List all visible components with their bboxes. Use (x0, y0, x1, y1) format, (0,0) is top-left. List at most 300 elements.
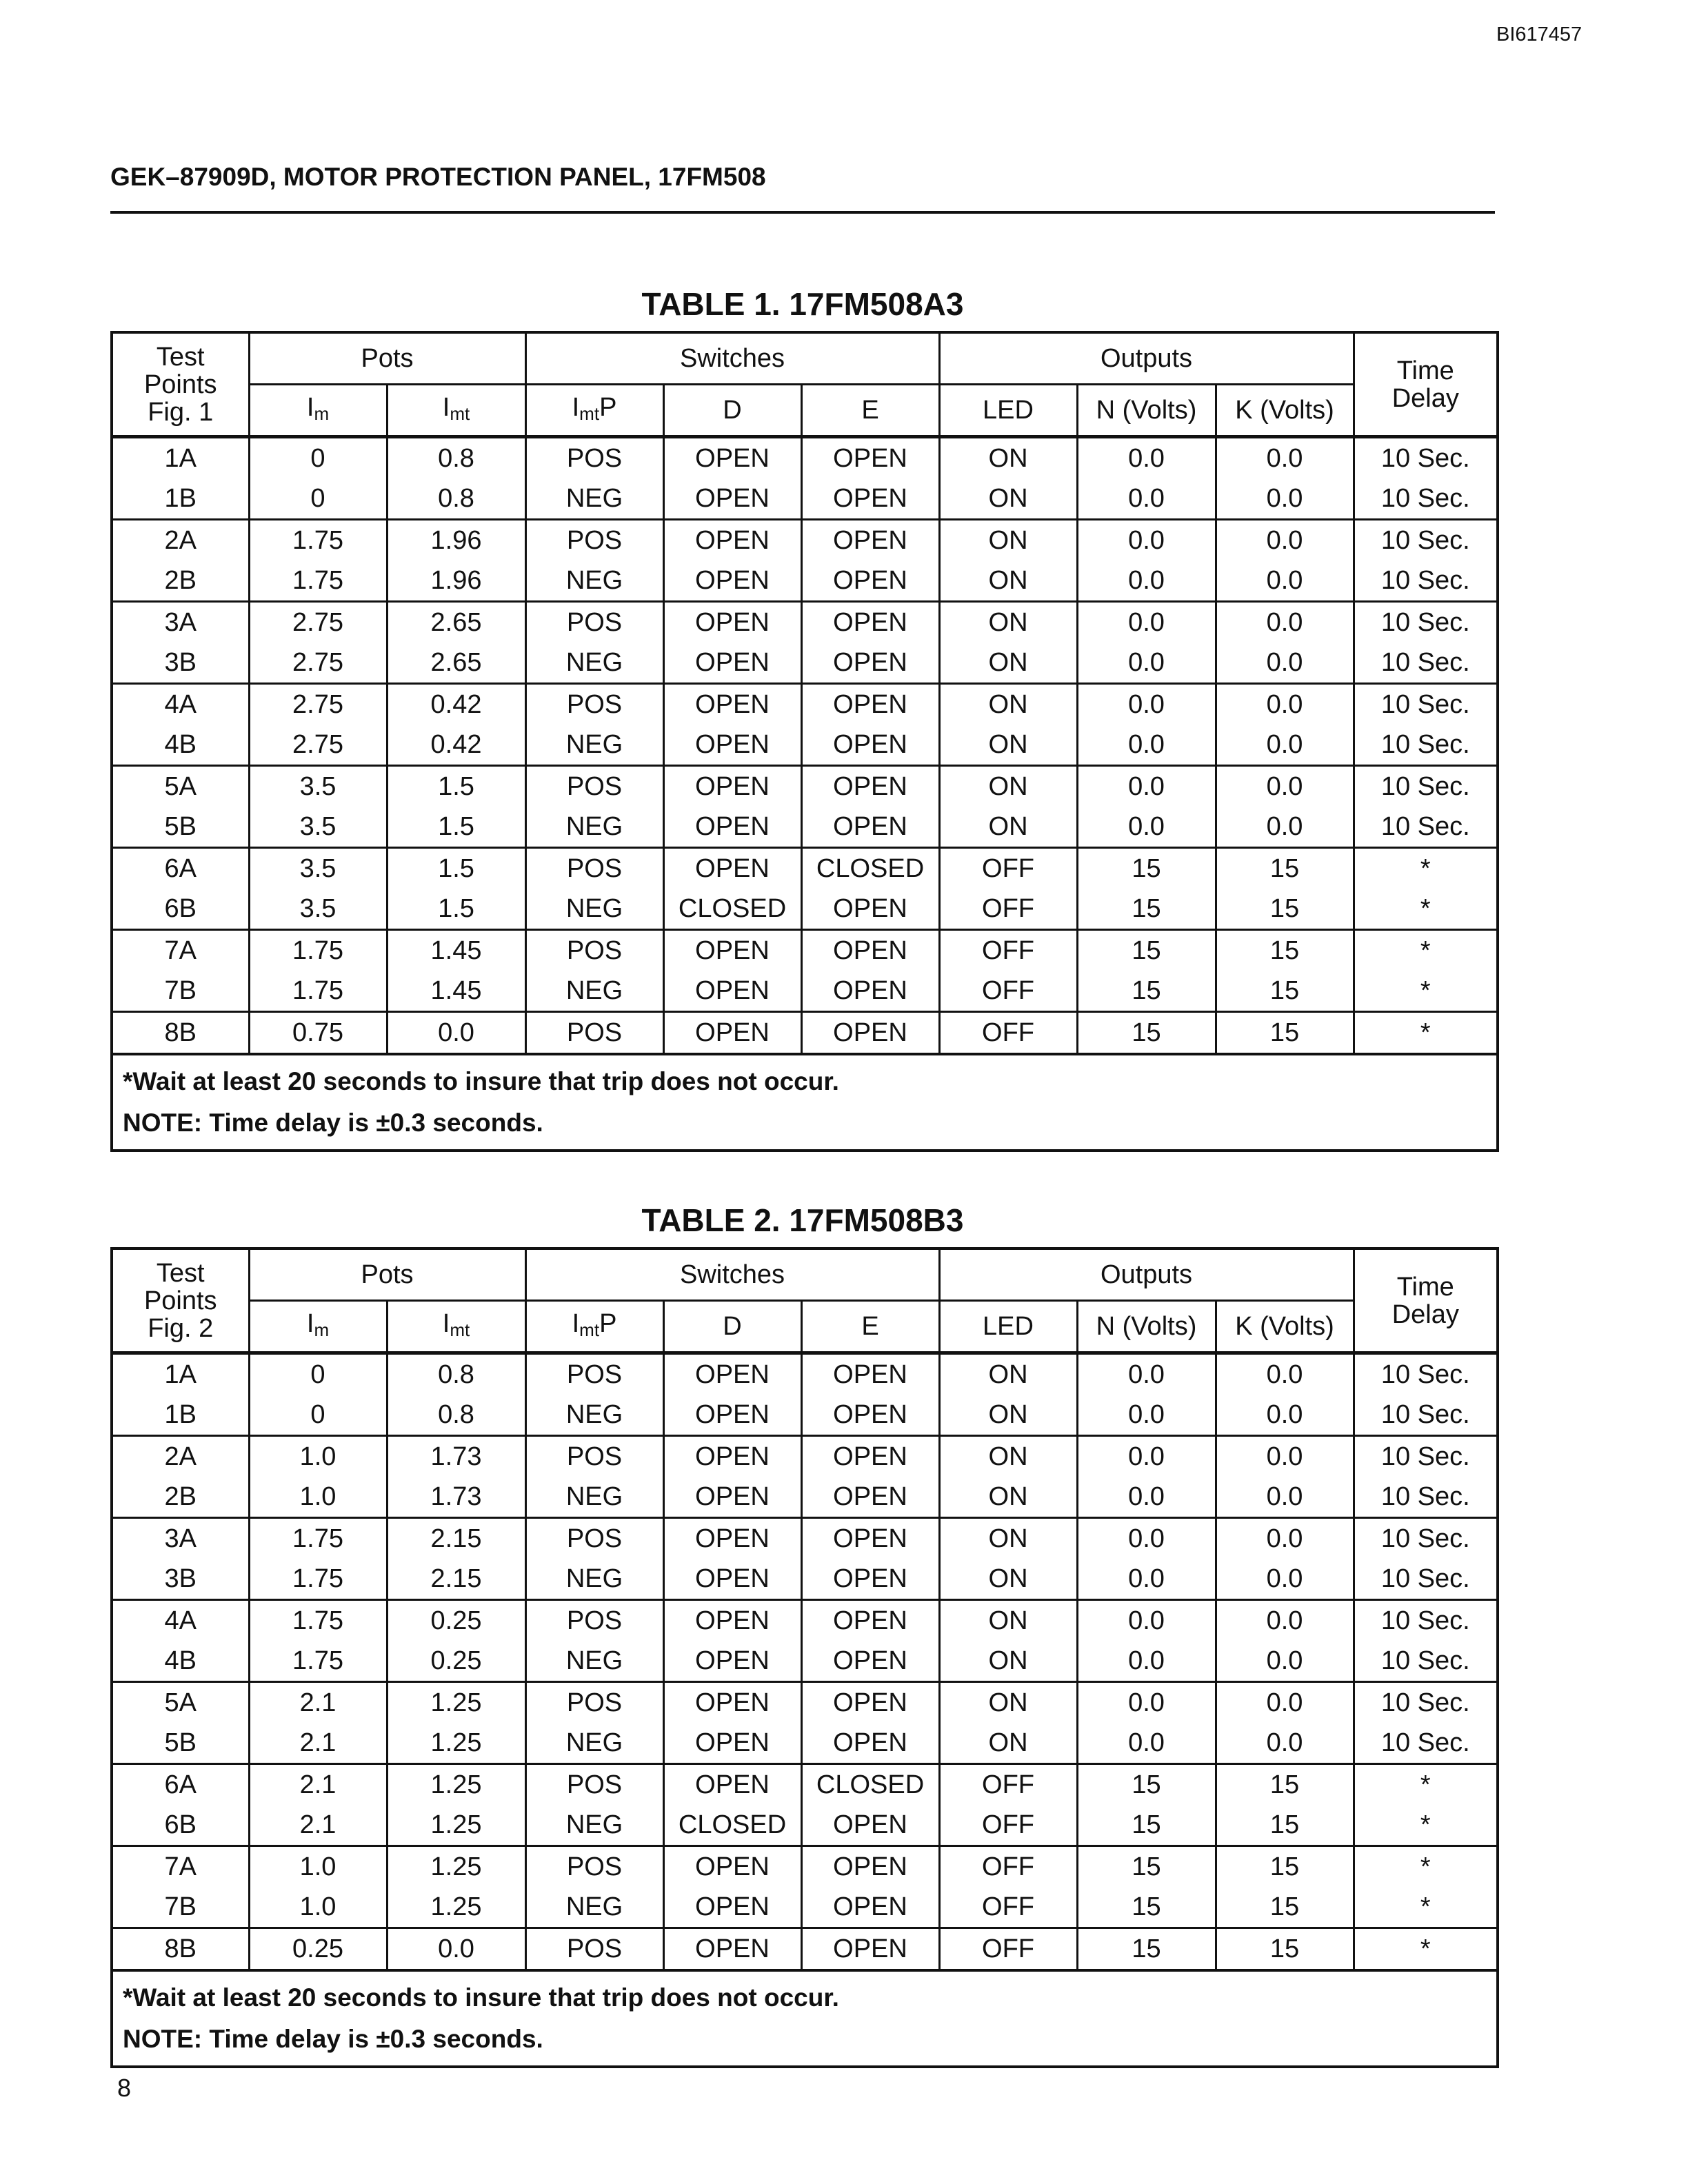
led-cell: OFF (939, 971, 1077, 1012)
n-volts-cell: 0.0 (1077, 725, 1216, 766)
test-point-cell: 5B (112, 807, 249, 848)
switch-d-cell: OPEN (663, 560, 801, 602)
imt-cell: 2.15 (387, 1518, 525, 1559)
imtp-cell: NEG (525, 725, 663, 766)
test-point-cell: 6A (112, 1764, 249, 1806)
test-point-cell: 2A (112, 520, 249, 561)
table-row (112, 1846, 1498, 1888)
imt-cell: 1.5 (387, 766, 525, 807)
k-volts-cell: 0.0 (1216, 807, 1354, 848)
k-volts-cell: 0.0 (1216, 478, 1354, 520)
switch-d-cell: OPEN (663, 1477, 801, 1518)
pots-header: Pots (249, 332, 525, 385)
switch-e-cell: OPEN (801, 1846, 939, 1888)
time-delay-cell: * (1354, 1805, 1498, 1846)
table-row (112, 1641, 1498, 1682)
document-id: BI617457 (1496, 23, 1582, 46)
im-cell: 1.75 (249, 560, 387, 602)
imtp-cell: POS (525, 766, 663, 807)
im-cell: 2.75 (249, 684, 387, 725)
led-cell: ON (939, 1395, 1077, 1436)
led-cell: OFF (939, 930, 1077, 971)
table-2-notes (112, 1970, 1498, 2067)
switch-e-cell: OPEN (801, 1723, 939, 1764)
k-volts-cell: 0.0 (1216, 1436, 1354, 1477)
led-header: LED (939, 1301, 1077, 1353)
n-volts-cell: 0.0 (1077, 1477, 1216, 1518)
switch-d-cell: OPEN (663, 684, 801, 725)
n-volts-cell: 0.0 (1077, 1559, 1216, 1600)
switch-e-cell: OPEN (801, 807, 939, 848)
time-delay-cell: 10 Sec. (1354, 684, 1498, 725)
switch-d-cell: OPEN (663, 766, 801, 807)
table-row (112, 1682, 1498, 1723)
switch-e-cell: OPEN (801, 1012, 939, 1055)
imtp-cell: POS (525, 437, 663, 479)
switch-d-cell: OPEN (663, 478, 801, 520)
n-volts-cell: 0.0 (1077, 766, 1216, 807)
switch-e-cell: OPEN (801, 437, 939, 479)
outputs-header: Outputs (939, 1248, 1354, 1301)
time-delay-cell: 10 Sec. (1354, 1518, 1498, 1559)
im-cell: 0 (249, 1353, 387, 1395)
n-volts-cell: 0.0 (1077, 1600, 1216, 1641)
imt-cell: 1.5 (387, 848, 525, 889)
time-delay-cell: * (1354, 889, 1498, 930)
switch-e-cell: OPEN (801, 971, 939, 1012)
time-delay-cell: 10 Sec. (1354, 1600, 1498, 1641)
test-point-cell: 2B (112, 1477, 249, 1518)
table-row (112, 1353, 1498, 1395)
switch-d-cell: OPEN (663, 643, 801, 684)
imt-cell: 1.96 (387, 560, 525, 602)
time-delay-cell: * (1354, 848, 1498, 889)
imt-cell: 1.73 (387, 1436, 525, 1477)
led-cell: ON (939, 1723, 1077, 1764)
imtp-cell: NEG (525, 1477, 663, 1518)
im-cell: 1.75 (249, 1641, 387, 1682)
led-cell: OFF (939, 1764, 1077, 1806)
test-point-cell: 4A (112, 1600, 249, 1641)
table-row (112, 889, 1498, 930)
switch-e-cell: OPEN (801, 643, 939, 684)
switch-e-cell: OPEN (801, 1805, 939, 1846)
table-row (112, 1764, 1498, 1806)
time-delay-cell: 10 Sec. (1354, 520, 1498, 561)
time-delay-cell: 10 Sec. (1354, 1395, 1498, 1436)
im-cell: 1.75 (249, 1518, 387, 1559)
test-point-cell: 2A (112, 1436, 249, 1477)
imt-cell: 0.8 (387, 437, 525, 479)
imt-cell: 0.25 (387, 1641, 525, 1682)
imtp-cell: POS (525, 1928, 663, 1971)
test-point-cell: 7A (112, 1846, 249, 1888)
im-cell: 1.0 (249, 1436, 387, 1477)
time-delay-cell: * (1354, 930, 1498, 971)
time-delay-cell: 10 Sec. (1354, 1641, 1498, 1682)
e-header: E (801, 385, 939, 437)
k-volts-cell: 15 (1216, 889, 1354, 930)
test-point-cell: 6B (112, 889, 249, 930)
n-volts-cell: 15 (1077, 1764, 1216, 1806)
im-cell: 2.1 (249, 1764, 387, 1806)
switch-d-cell: OPEN (663, 437, 801, 479)
imtp-header: $I_{mt}P$ (525, 1301, 663, 1353)
table-row (112, 478, 1498, 520)
led-cell: OFF (939, 1928, 1077, 1971)
k-volts-cell: 0.0 (1216, 1353, 1354, 1395)
switch-e-cell: OPEN (801, 1518, 939, 1559)
switch-d-cell: CLOSED (663, 1805, 801, 1846)
imt-cell: 0.8 (387, 478, 525, 520)
test-point-cell: 5A (112, 766, 249, 807)
table-1-title: TABLE 1. 17FM508A3 (641, 286, 964, 322)
table-row (112, 1559, 1498, 1600)
table-row (112, 520, 1498, 561)
imt-cell: 0.0 (387, 1012, 525, 1055)
table-row (112, 725, 1498, 766)
led-cell: ON (939, 1641, 1077, 1682)
k-volts-cell: 0.0 (1216, 1559, 1354, 1600)
k-volts-cell: 0.0 (1216, 437, 1354, 479)
switch-d-cell: OPEN (663, 1395, 801, 1436)
k-volts-cell: 0.0 (1216, 1477, 1354, 1518)
switch-d-cell: OPEN (663, 1559, 801, 1600)
time-delay-header: Time Delay (1354, 332, 1498, 437)
n-volts-cell: 0.0 (1077, 560, 1216, 602)
time-delay-cell: 10 Sec. (1354, 766, 1498, 807)
test-point-cell: 7A (112, 930, 249, 971)
n-volts-cell: 0.0 (1077, 807, 1216, 848)
switch-d-cell: OPEN (663, 1600, 801, 1641)
led-cell: ON (939, 437, 1077, 479)
imt-cell: 1.73 (387, 1477, 525, 1518)
test-point-cell: 3B (112, 1559, 249, 1600)
led-cell: ON (939, 602, 1077, 643)
im-cell: 2.75 (249, 725, 387, 766)
imtp-cell: POS (525, 520, 663, 561)
switch-d-cell: OPEN (663, 1012, 801, 1055)
table-row (112, 848, 1498, 889)
page-number: 8 (117, 2074, 132, 2102)
time-delay-cell: * (1354, 1764, 1498, 1806)
im-cell: 1.0 (249, 1846, 387, 1888)
led-cell: OFF (939, 889, 1077, 930)
switch-e-cell: OPEN (801, 1928, 939, 1971)
test-point-cell: 1B (112, 1395, 249, 1436)
test-points-header: Test Points Fig. 1 (112, 332, 249, 437)
time-delay-header: Time Delay (1354, 1248, 1498, 1353)
switch-d-cell: OPEN (663, 520, 801, 561)
imtp-cell: POS (525, 848, 663, 889)
time-delay-cell: 10 Sec. (1354, 1723, 1498, 1764)
test-point-cell: 3A (112, 1518, 249, 1559)
switch-d-cell: OPEN (663, 1518, 801, 1559)
im-cell: 0 (249, 478, 387, 520)
switch-d-cell: CLOSED (663, 889, 801, 930)
switch-e-cell: OPEN (801, 1641, 939, 1682)
im-cell: 1.75 (249, 971, 387, 1012)
table-row (112, 971, 1498, 1012)
n-volts-cell: 0.0 (1077, 1682, 1216, 1723)
imt-cell: 0.8 (387, 1353, 525, 1395)
im-cell: 3.5 (249, 889, 387, 930)
led-cell: ON (939, 684, 1077, 725)
n-volts-header: N (Volts) (1077, 385, 1216, 437)
switch-d-cell: OPEN (663, 1436, 801, 1477)
imt-cell: 1.25 (387, 1805, 525, 1846)
table-2 (110, 1247, 1499, 2068)
switch-e-cell: OPEN (801, 684, 939, 725)
imtp-cell: POS (525, 1764, 663, 1806)
imtp-cell: POS (525, 1682, 663, 1723)
k-volts-cell: 0.0 (1216, 725, 1354, 766)
imtp-cell: POS (525, 684, 663, 725)
n-volts-cell: 15 (1077, 971, 1216, 1012)
time-delay-cell: 10 Sec. (1354, 1682, 1498, 1723)
switch-e-cell: OPEN (801, 1682, 939, 1723)
table-1 (110, 331, 1499, 1152)
n-volts-cell: 0.0 (1077, 520, 1216, 561)
imtp-cell: NEG (525, 643, 663, 684)
imtp-cell: POS (525, 1353, 663, 1395)
table-row (112, 766, 1498, 807)
switch-e-cell: OPEN (801, 520, 939, 561)
switches-header: Switches (525, 332, 939, 385)
test-point-cell: 2B (112, 560, 249, 602)
imtp-cell: NEG (525, 1641, 663, 1682)
switch-d-cell: OPEN (663, 1764, 801, 1806)
imt-cell: 1.25 (387, 1764, 525, 1806)
k-volts-cell: 0.0 (1216, 1395, 1354, 1436)
led-cell: ON (939, 1682, 1077, 1723)
k-volts-cell: 15 (1216, 1887, 1354, 1928)
test-point-cell: 5A (112, 1682, 249, 1723)
led-cell: ON (939, 1477, 1077, 1518)
imt-cell: 0.42 (387, 684, 525, 725)
table-row (112, 1600, 1498, 1641)
test-point-cell: 1B (112, 478, 249, 520)
led-cell: OFF (939, 1805, 1077, 1846)
table-row (112, 1395, 1498, 1436)
switch-e-cell: OPEN (801, 1559, 939, 1600)
pots-header: Pots (249, 1248, 525, 1301)
test-point-cell: 4B (112, 1641, 249, 1682)
imtp-cell: NEG (525, 1805, 663, 1846)
im-cell: 0.75 (249, 1012, 387, 1055)
n-volts-cell: 15 (1077, 1887, 1216, 1928)
imt-cell: 1.45 (387, 971, 525, 1012)
n-volts-cell: 0.0 (1077, 684, 1216, 725)
time-delay-cell: 10 Sec. (1354, 1353, 1498, 1395)
switch-e-cell: OPEN (801, 766, 939, 807)
n-volts-cell: 0.0 (1077, 643, 1216, 684)
switch-e-cell: OPEN (801, 1436, 939, 1477)
led-cell: ON (939, 725, 1077, 766)
led-cell: OFF (939, 1887, 1077, 1928)
time-delay-cell: 10 Sec. (1354, 807, 1498, 848)
n-volts-cell: 0.0 (1077, 602, 1216, 643)
time-delay-cell: 10 Sec. (1354, 1559, 1498, 1600)
k-volts-cell: 15 (1216, 1846, 1354, 1888)
im-cell: 2.1 (249, 1723, 387, 1764)
table-row (112, 1805, 1498, 1846)
switch-d-cell: OPEN (663, 1846, 801, 1888)
k-volts-cell: 0.0 (1216, 684, 1354, 725)
switch-d-cell: OPEN (663, 930, 801, 971)
imtp-header: $I_{mt}P$ (525, 385, 663, 437)
k-volts-cell: 15 (1216, 1764, 1354, 1806)
table-row (112, 560, 1498, 602)
test-point-cell: 1A (112, 437, 249, 479)
imtp-cell: NEG (525, 560, 663, 602)
im-cell: 1.0 (249, 1477, 387, 1518)
led-cell: ON (939, 478, 1077, 520)
switch-e-cell: OPEN (801, 889, 939, 930)
time-delay-cell: 10 Sec. (1354, 1477, 1498, 1518)
imtp-cell: NEG (525, 807, 663, 848)
k-volts-cell: 15 (1216, 848, 1354, 889)
imt-cell: 1.25 (387, 1723, 525, 1764)
table-row (112, 1723, 1498, 1764)
k-volts-cell: 15 (1216, 971, 1354, 1012)
imtp-cell: NEG (525, 1395, 663, 1436)
imt-cell: 0.0 (387, 1928, 525, 1971)
n-volts-cell: 0.0 (1077, 1395, 1216, 1436)
im-header: $I_m$ (249, 385, 387, 437)
k-volts-cell: 0.0 (1216, 560, 1354, 602)
k-volts-cell: 0.0 (1216, 1723, 1354, 1764)
switch-e-cell: OPEN (801, 1887, 939, 1928)
switch-d-cell: OPEN (663, 848, 801, 889)
n-volts-cell: 0.0 (1077, 1518, 1216, 1559)
switch-d-cell: OPEN (663, 1928, 801, 1971)
k-volts-cell: 0.0 (1216, 1518, 1354, 1559)
led-cell: ON (939, 560, 1077, 602)
im-header: $I_m$ (249, 1301, 387, 1353)
im-cell: 1.75 (249, 520, 387, 561)
im-cell: 2.1 (249, 1682, 387, 1723)
table-row (112, 930, 1498, 971)
table-row (112, 602, 1498, 643)
n-volts-cell: 0.0 (1077, 1353, 1216, 1395)
k-volts-cell: 0.0 (1216, 602, 1354, 643)
switch-d-cell: OPEN (663, 725, 801, 766)
led-cell: ON (939, 520, 1077, 561)
imt-cell: 1.25 (387, 1887, 525, 1928)
switch-e-cell: OPEN (801, 1395, 939, 1436)
imtp-cell: NEG (525, 1559, 663, 1600)
switch-e-cell: OPEN (801, 1353, 939, 1395)
k-volts-cell: 0.0 (1216, 766, 1354, 807)
k-volts-cell: 15 (1216, 930, 1354, 971)
imtp-cell: POS (525, 1436, 663, 1477)
switch-e-cell: CLOSED (801, 848, 939, 889)
imt-cell: 2.15 (387, 1559, 525, 1600)
imt-cell: 1.5 (387, 889, 525, 930)
imt-cell: 0.8 (387, 1395, 525, 1436)
led-cell: OFF (939, 1012, 1077, 1055)
im-cell: 3.5 (249, 807, 387, 848)
imt-cell: 0.25 (387, 1600, 525, 1641)
test-point-cell: 3A (112, 602, 249, 643)
n-volts-cell: 15 (1077, 1928, 1216, 1971)
e-header: E (801, 1301, 939, 1353)
n-volts-cell: 15 (1077, 889, 1216, 930)
switch-d-cell: OPEN (663, 971, 801, 1012)
table-row (112, 1518, 1498, 1559)
test-point-cell: 7B (112, 1887, 249, 1928)
im-cell: 1.0 (249, 1887, 387, 1928)
test-point-cell: 3B (112, 643, 249, 684)
table-row (112, 1928, 1498, 1971)
switch-e-cell: OPEN (801, 560, 939, 602)
imtp-cell: NEG (525, 478, 663, 520)
imt-cell: 0.42 (387, 725, 525, 766)
imt-cell: 1.45 (387, 930, 525, 971)
imt-cell: 1.96 (387, 520, 525, 561)
im-cell: 3.5 (249, 848, 387, 889)
imt-cell: 2.65 (387, 643, 525, 684)
test-point-cell: 7B (112, 971, 249, 1012)
imtp-cell: POS (525, 1518, 663, 1559)
switch-d-cell: OPEN (663, 1887, 801, 1928)
n-volts-cell: 15 (1077, 848, 1216, 889)
test-point-cell: 8B (112, 1928, 249, 1971)
outputs-header: Outputs (939, 332, 1354, 385)
imt-cell: 1.5 (387, 807, 525, 848)
led-cell: ON (939, 1600, 1077, 1641)
time-delay-cell: * (1354, 1846, 1498, 1888)
imt-header: $I_{mt}$ (387, 385, 525, 437)
switch-e-cell: OPEN (801, 602, 939, 643)
time-delay-cell: * (1354, 1012, 1498, 1055)
header-rule (110, 211, 1495, 214)
table-2-note-wait: *Wait at least 20 seconds to insure that trip does not occur. (123, 1983, 839, 2012)
n-volts-cell: 0.0 (1077, 478, 1216, 520)
test-point-cell: 8B (112, 1012, 249, 1055)
k-volts-cell: 0.0 (1216, 643, 1354, 684)
led-cell: ON (939, 766, 1077, 807)
test-point-cell: 6B (112, 1805, 249, 1846)
imtp-cell: POS (525, 1012, 663, 1055)
table-2-note-tolerance: NOTE: Time delay is ±0.3 seconds. (123, 2025, 543, 2053)
page-header-title: GEK–87909D, MOTOR PROTECTION PANEL, 17FM508 (110, 163, 766, 191)
led-cell: OFF (939, 848, 1077, 889)
k-volts-header: K (Volts) (1216, 1301, 1354, 1353)
switch-e-cell: OPEN (801, 930, 939, 971)
im-cell: 2.75 (249, 602, 387, 643)
time-delay-cell: * (1354, 1928, 1498, 1971)
switch-d-cell: OPEN (663, 602, 801, 643)
k-volts-header: K (Volts) (1216, 385, 1354, 437)
time-delay-cell: * (1354, 1887, 1498, 1928)
imt-cell: 1.25 (387, 1682, 525, 1723)
table-row (112, 1477, 1498, 1518)
n-volts-cell: 15 (1077, 1805, 1216, 1846)
table-row (112, 1012, 1498, 1055)
n-volts-cell: 0.0 (1077, 1436, 1216, 1477)
k-volts-cell: 15 (1216, 1928, 1354, 1971)
table-2-title: TABLE 2. 17FM508B3 (641, 1202, 964, 1238)
test-point-cell: 5B (112, 1723, 249, 1764)
k-volts-cell: 0.0 (1216, 520, 1354, 561)
test-point-cell: 4B (112, 725, 249, 766)
test-point-cell: 6A (112, 848, 249, 889)
table-1-notes (112, 1054, 1498, 1151)
n-volts-cell: 0.0 (1077, 1641, 1216, 1682)
imtp-cell: POS (525, 602, 663, 643)
